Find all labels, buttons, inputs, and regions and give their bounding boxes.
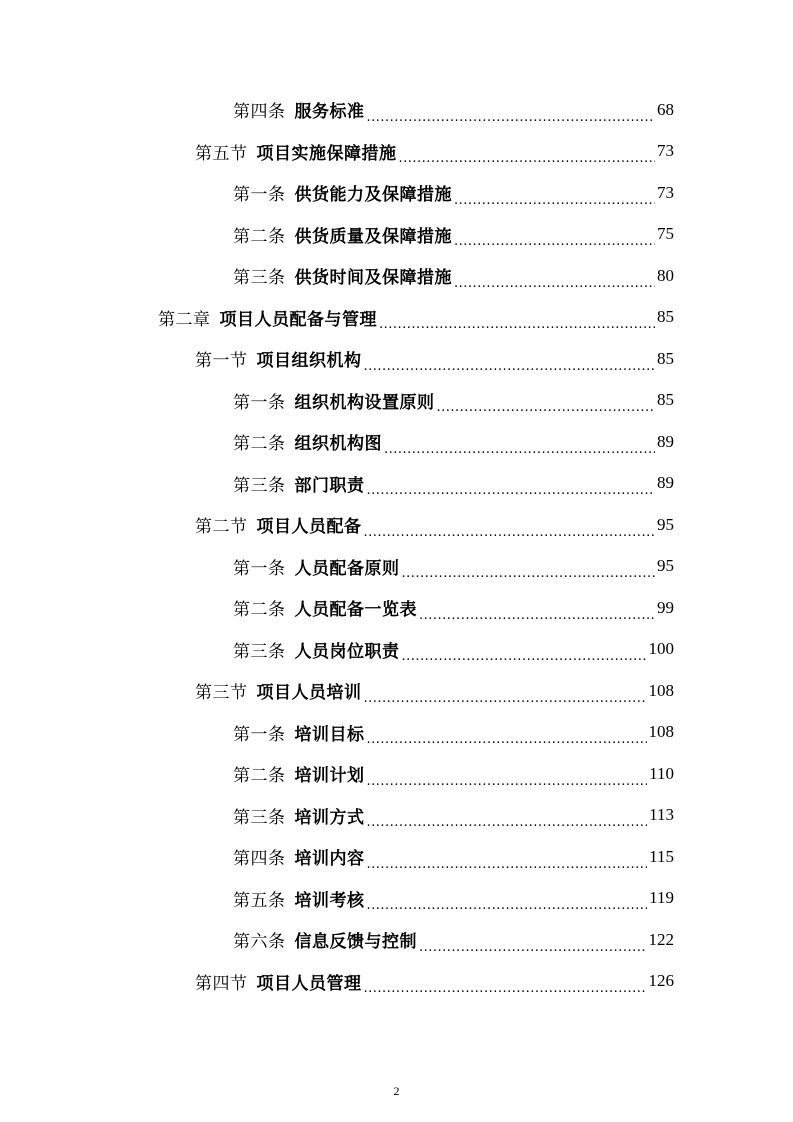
toc-entry-label: 第四条: [233, 102, 286, 123]
toc-entry[interactable]: [0, 463, 793, 505]
toc-entry[interactable]: [0, 919, 793, 961]
toc-entry[interactable]: [0, 836, 793, 878]
toc-entry[interactable]: [0, 587, 793, 629]
toc-entry[interactable]: [0, 380, 793, 422]
toc-entry-page: 110: [649, 763, 674, 783]
table-of-contents: [0, 89, 793, 1002]
toc-entry-title: 培训考核: [294, 890, 365, 911]
toc-entry-page: 73: [657, 141, 674, 161]
toc-entry[interactable]: [0, 255, 793, 297]
toc-entry-title: 培训计划: [294, 766, 365, 787]
toc-entry-label: 第一节: [195, 351, 248, 372]
toc-entry-label: 第二条: [233, 434, 286, 455]
toc-entry-page: 89: [657, 473, 674, 493]
toc-entry-page: 95: [657, 556, 674, 576]
toc-entry-page: 115: [649, 846, 674, 866]
toc-entry-title: 人员岗位职责: [294, 641, 400, 662]
toc-entry-title: 项目人员培训: [256, 683, 362, 704]
toc-entry[interactable]: [0, 131, 793, 173]
toc-entry[interactable]: [0, 297, 793, 339]
toc-dot-leader: [364, 354, 656, 380]
toc-entry-page: 108: [648, 722, 674, 742]
toc-dot-leader: [367, 810, 648, 836]
toc-entry-title: 供货质量及保障措施: [294, 226, 452, 247]
toc-entry-page: 108: [648, 680, 674, 700]
toc-entry-title: 信息反馈与控制: [294, 932, 417, 953]
toc-entry-title: 项目实施保障措施: [256, 143, 397, 164]
toc-entry-title: 供货时间及保障措施: [294, 268, 452, 289]
toc-entry-page: 95: [657, 514, 674, 534]
toc-entry-label: 第五节: [195, 143, 248, 164]
toc-entry-title: 项目人员配备与管理: [219, 309, 377, 330]
toc-entry[interactable]: [0, 421, 793, 463]
toc-entry-page: 89: [657, 431, 674, 451]
toc-entry-label: 第六条: [233, 932, 286, 953]
toc-entry-page: 75: [657, 224, 674, 244]
toc-dot-leader: [454, 271, 655, 297]
toc-entry-title: 组织机构设置原则: [294, 392, 435, 413]
toc-entry[interactable]: [0, 504, 793, 546]
toc-entry-label: 第一条: [233, 185, 286, 206]
toc-dot-leader: [402, 644, 647, 670]
toc-entry-label: 第五条: [233, 890, 286, 911]
toc-entry-page: 85: [657, 307, 674, 327]
toc-entry-label: 第三节: [195, 683, 248, 704]
toc-entry-label: 第二节: [195, 517, 248, 538]
toc-entry-title: 人员配备一览表: [294, 600, 417, 621]
toc-dot-leader: [364, 976, 647, 1002]
toc-entry[interactable]: [0, 961, 793, 1003]
toc-entry-title: 项目人员管理: [256, 973, 362, 994]
page-number: 2: [393, 1084, 400, 1098]
toc-entry-page: 126: [648, 971, 674, 991]
toc-entry-page: 119: [649, 888, 674, 908]
toc-entry-title: 人员配备原则: [294, 558, 400, 579]
toc-dot-leader: [367, 852, 648, 878]
toc-entry-label: 第一条: [233, 558, 286, 579]
toc-entry-label: 第四条: [233, 849, 286, 870]
toc-dot-leader: [367, 727, 647, 753]
toc-entry-label: 第三条: [233, 641, 286, 662]
toc-dot-leader: [367, 105, 656, 131]
toc-dot-leader: [437, 395, 656, 421]
toc-entry-page: 73: [657, 182, 674, 202]
toc-dot-leader: [367, 478, 656, 504]
toc-entry-title: 项目组织机构: [256, 351, 362, 372]
toc-dot-leader: [402, 561, 656, 587]
toc-entry-page: 113: [649, 805, 674, 825]
toc-entry-title: 项目人员配备: [256, 517, 362, 538]
toc-dot-leader: [419, 603, 655, 629]
toc-entry[interactable]: [0, 712, 793, 754]
toc-entry-title: 培训方式: [294, 807, 365, 828]
toc-entry[interactable]: [0, 878, 793, 920]
toc-entry-page: 100: [648, 639, 674, 659]
toc-entry[interactable]: [0, 546, 793, 588]
toc-dot-leader: [379, 312, 655, 338]
toc-entry-label: 第二章: [158, 309, 211, 330]
toc-entry[interactable]: [0, 670, 793, 712]
toc-entry-page: 68: [657, 99, 674, 119]
toc-dot-leader: [364, 686, 647, 712]
toc-dot-leader: [364, 520, 656, 546]
toc-entry-title: 培训目标: [294, 724, 365, 745]
toc-entry[interactable]: [0, 753, 793, 795]
toc-entry-label: 第一条: [233, 392, 286, 413]
toc-entry-page: 80: [657, 265, 674, 285]
toc-entry-page: 99: [657, 597, 674, 617]
toc-entry[interactable]: [0, 89, 793, 131]
toc-entry-label: 第一条: [233, 724, 286, 745]
toc-entry-page: 85: [657, 348, 674, 368]
toc-entry-label: 第二条: [233, 766, 286, 787]
toc-entry-title: 组织机构图: [294, 434, 382, 455]
toc-dot-leader: [384, 437, 655, 463]
toc-entry-label: 第二条: [233, 600, 286, 621]
toc-entry-label: 第四节: [195, 973, 248, 994]
toc-entry-title: 供货能力及保障措施: [294, 185, 452, 206]
toc-entry-label: 第三条: [233, 475, 286, 496]
toc-entry-label: 第三条: [233, 807, 286, 828]
toc-dot-leader: [454, 188, 655, 214]
toc-entry-label: 第二条: [233, 226, 286, 247]
toc-entry-title: 培训内容: [294, 849, 365, 870]
toc-entry-title: 服务标准: [294, 102, 365, 123]
toc-entry[interactable]: [0, 338, 793, 380]
toc-entry-label: 第三条: [233, 268, 286, 289]
toc-entry[interactable]: [0, 629, 793, 671]
toc-dot-leader: [367, 893, 648, 919]
toc-dot-leader: [454, 229, 655, 255]
toc-dot-leader: [419, 935, 647, 961]
toc-entry[interactable]: [0, 214, 793, 256]
toc-entry-page: 122: [648, 929, 674, 949]
toc-dot-leader: [367, 769, 648, 795]
toc-entry-title: 部门职责: [294, 475, 365, 496]
toc-entry-page: 85: [657, 390, 674, 410]
toc-dot-leader: [399, 146, 656, 172]
toc-entry[interactable]: [0, 795, 793, 837]
toc-entry[interactable]: [0, 172, 793, 214]
